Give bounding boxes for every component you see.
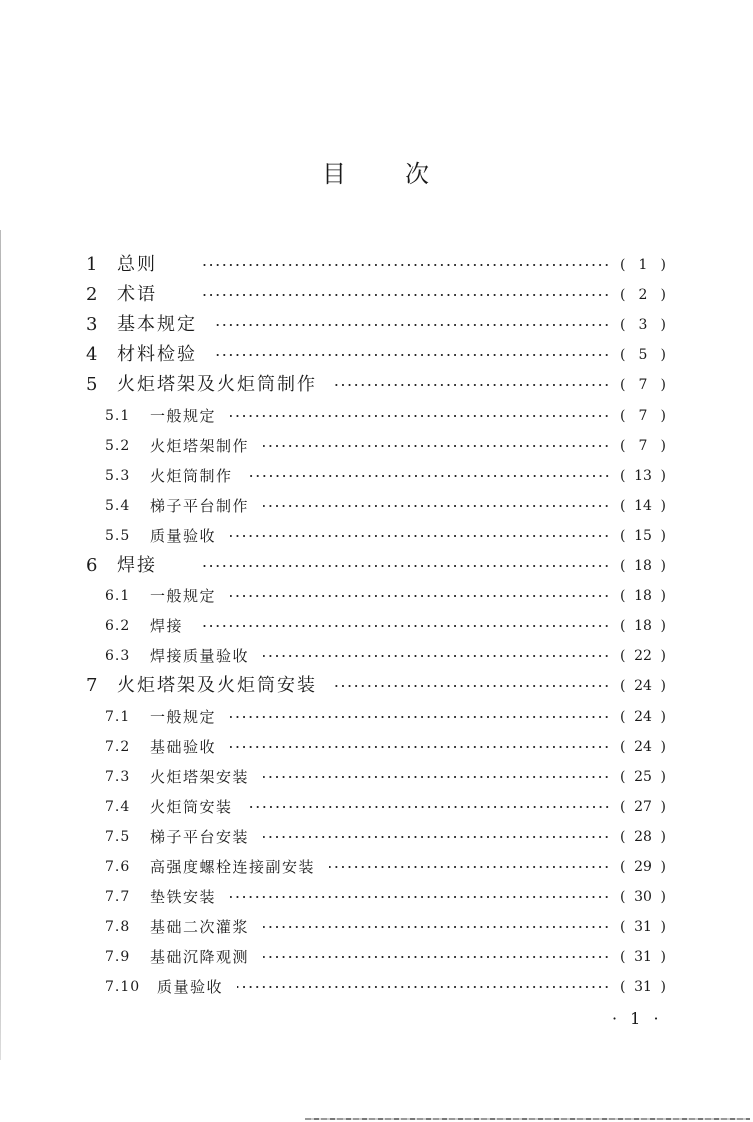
- dot-leader: [329, 866, 610, 868]
- toc-entry-number: 6.3: [105, 648, 131, 665]
- toc-entry-title: 火炬筒安装: [150, 797, 233, 816]
- toc-entry-page: [620, 702, 666, 732]
- toc-entry-number: 4: [86, 344, 98, 366]
- toc-entry-page: [620, 972, 666, 1002]
- toc-entry-page: [620, 852, 666, 882]
- page-number-footer: · 1 ·: [612, 1009, 663, 1028]
- page-number: 14: [634, 497, 652, 514]
- paren-open: (: [620, 317, 626, 334]
- toc-entry-title: 火炬塔架安装: [150, 767, 250, 786]
- toc-entry[interactable]: [0, 461, 753, 491]
- dot-leader: [200, 565, 610, 567]
- paren-open: (: [620, 708, 626, 725]
- page-number: 24: [634, 708, 652, 725]
- paren-close: ): [660, 257, 666, 273]
- toc-entry[interactable]: [0, 882, 753, 912]
- toc-entry[interactable]: [0, 912, 753, 942]
- page-number: 30: [634, 889, 652, 906]
- dot-leader: [263, 505, 610, 507]
- toc-entry-page: [620, 611, 666, 641]
- paren-open: (: [620, 738, 626, 755]
- toc-entry[interactable]: [0, 762, 753, 792]
- dot-leader: [247, 806, 610, 808]
- toc-entry-number: 5.5: [105, 527, 131, 544]
- toc-entry-number: 7.3: [105, 768, 131, 785]
- page-number: 5: [638, 347, 648, 364]
- toc-entry[interactable]: [0, 280, 753, 310]
- dot-leader: [247, 475, 610, 477]
- paren-close: ): [660, 437, 666, 454]
- toc-entry-title: 基本规定: [117, 314, 197, 336]
- paren-open: (: [620, 949, 626, 966]
- toc-entry-number: 2: [86, 284, 98, 306]
- toc-entry-number: 6.1: [105, 588, 131, 605]
- toc-entry-page: [620, 491, 666, 521]
- paren-open: (: [620, 257, 626, 273]
- paren-open: (: [620, 527, 626, 544]
- paren-close: ): [660, 588, 666, 605]
- toc-entry-number: 5.3: [105, 467, 131, 484]
- paren-open: (: [620, 347, 626, 364]
- toc-entry[interactable]: [0, 792, 753, 822]
- paren-open: (: [620, 798, 626, 815]
- toc-entry-page: [620, 641, 666, 671]
- toc-entry-number: 5: [86, 374, 98, 396]
- toc-entry-page: [620, 431, 666, 461]
- toc-entry-page: [620, 942, 666, 972]
- paren-open: (: [620, 407, 626, 424]
- toc-entry-number: 6.2: [105, 618, 131, 635]
- toc-entry-page: [620, 792, 666, 822]
- page-number: 18: [634, 618, 652, 635]
- paren-close: ): [660, 889, 666, 906]
- dot-leader: [230, 415, 610, 417]
- paren-close: ): [660, 678, 666, 695]
- dot-leader: [263, 956, 610, 958]
- paren-open: (: [620, 287, 626, 304]
- paren-open: (: [620, 497, 626, 514]
- toc-entry-title: 一般规定: [150, 406, 217, 425]
- toc-entry-page: [620, 762, 666, 792]
- toc-entry-page: [620, 882, 666, 912]
- page-number: 25: [634, 768, 652, 785]
- toc-entry-page: [620, 250, 666, 280]
- page-number: 13: [634, 467, 652, 484]
- paren-open: (: [620, 588, 626, 605]
- toc-entry[interactable]: [0, 641, 753, 671]
- paren-close: ): [660, 949, 666, 966]
- paren-open: (: [620, 979, 626, 996]
- page-title: [0, 158, 753, 194]
- toc-entry-page: [620, 461, 666, 491]
- toc-entry-title: 质量验收: [150, 526, 217, 545]
- paren-open: (: [620, 859, 626, 875]
- page-number: 31: [634, 919, 652, 936]
- dot-leader: [263, 655, 610, 657]
- dot-leader: [200, 264, 610, 266]
- toc-entry-number: 7.4: [105, 798, 131, 815]
- toc-entry-number: 7.7: [105, 889, 131, 906]
- paren-close: ): [660, 919, 666, 936]
- toc-entry[interactable]: [0, 551, 753, 581]
- toc-entry-title: 总则: [117, 254, 157, 275]
- paren-close: ): [660, 407, 666, 424]
- toc-entry-title: 材料检验: [117, 344, 197, 366]
- toc-entry-number: 7: [86, 675, 98, 697]
- toc-entry-number: 7.10: [105, 979, 141, 996]
- dot-leader: [230, 896, 610, 898]
- paren-close: ): [660, 618, 666, 635]
- paren-open: (: [620, 377, 626, 394]
- toc-entry-number: 7.9: [105, 949, 131, 966]
- paren-open: (: [620, 828, 626, 845]
- toc-entry-number: 7.1: [105, 708, 131, 725]
- toc-entry[interactable]: [0, 581, 753, 611]
- paren-close: ): [660, 768, 666, 785]
- paren-open: (: [620, 437, 626, 454]
- paren-close: ): [660, 377, 666, 394]
- paren-open: (: [620, 768, 626, 785]
- toc-entry-title: 基础验收: [150, 737, 217, 756]
- toc-entry-title: 一般规定: [150, 587, 217, 606]
- paren-close: ): [660, 828, 666, 845]
- toc-entry[interactable]: [0, 611, 753, 641]
- paren-open: (: [620, 678, 626, 695]
- toc-entry-number: 6: [86, 555, 98, 576]
- toc-entry-page: [620, 822, 666, 852]
- dot-leader: [335, 685, 610, 687]
- toc-entry[interactable]: [0, 431, 753, 461]
- toc-entry-title: 高强度螺栓连接副安装: [150, 858, 316, 876]
- toc-entry-title: 焊接质量验收: [150, 647, 250, 666]
- paren-close: ): [660, 558, 666, 574]
- page-number: 1: [638, 257, 648, 273]
- toc-entry-page: [620, 581, 666, 611]
- page-number: 7: [638, 377, 648, 394]
- paren-open: (: [620, 648, 626, 665]
- dot-leader: [237, 986, 610, 988]
- toc-entry[interactable]: [0, 310, 753, 340]
- dot-leader: [230, 716, 610, 718]
- toc-entry-page: [620, 912, 666, 942]
- paren-close: ): [660, 527, 666, 544]
- toc-entry[interactable]: [0, 972, 753, 1002]
- toc-entry-title: 质量验收: [157, 978, 224, 997]
- page-number: 24: [634, 738, 652, 755]
- paren-open: (: [620, 467, 626, 484]
- paren-close: ): [660, 497, 666, 514]
- page-number: 18: [634, 588, 652, 605]
- paren-open: (: [620, 919, 626, 936]
- paren-close: ): [660, 467, 666, 484]
- toc-entry[interactable]: [0, 491, 753, 521]
- page-number: 28: [634, 828, 652, 845]
- toc-entry-title: 一般规定: [150, 707, 217, 726]
- dot-leader: [200, 294, 610, 296]
- toc-entry[interactable]: [0, 521, 753, 551]
- paren-close: ): [660, 798, 666, 815]
- paren-open: (: [620, 618, 626, 635]
- title-char-2: 次: [405, 160, 429, 188]
- dot-leader: [263, 776, 610, 778]
- toc-entry-number: 5.2: [105, 437, 131, 454]
- dot-leader: [230, 595, 610, 597]
- toc-entry-number: 7.5: [105, 828, 131, 845]
- page-number: 3: [638, 317, 648, 334]
- toc-entry-page: [620, 551, 666, 581]
- toc-entry-page: [620, 521, 666, 551]
- page-number: 27: [634, 798, 652, 815]
- paren-close: ): [660, 648, 666, 665]
- toc-entry[interactable]: [0, 702, 753, 732]
- toc-entry-page: [620, 732, 666, 762]
- toc-entry-page: [620, 340, 666, 370]
- page-number: 24: [634, 678, 652, 695]
- page-number: 29: [634, 859, 652, 875]
- toc-entry-title: 焊接: [117, 555, 157, 576]
- page-number: 31: [634, 979, 652, 996]
- paren-close: ): [660, 708, 666, 725]
- paren-close: ): [660, 347, 666, 364]
- dot-leader: [335, 384, 610, 386]
- dot-leader: [215, 354, 610, 356]
- paren-close: ): [660, 979, 666, 996]
- toc-entry-page: [620, 671, 666, 701]
- page-number: 7: [638, 437, 648, 454]
- toc-entry-page: [620, 280, 666, 310]
- toc-entry[interactable]: [0, 942, 753, 972]
- toc-entry-title: 火炬塔架及火炬筒制作: [117, 374, 317, 396]
- toc-entry[interactable]: [0, 732, 753, 762]
- page-number: 15: [634, 527, 652, 544]
- page-number: 2: [638, 287, 648, 304]
- toc-entry-page: [620, 401, 666, 431]
- toc-entry[interactable]: [0, 401, 753, 431]
- toc-entry[interactable]: [0, 852, 753, 882]
- page-number: 31: [634, 949, 652, 966]
- toc-entry-number: 1: [86, 254, 98, 275]
- dot-leader: [230, 535, 610, 537]
- toc-entry[interactable]: [0, 822, 753, 852]
- toc-entry-number: 7.6: [105, 859, 131, 875]
- toc-entry-number: 3: [86, 314, 98, 336]
- toc-entry[interactable]: [0, 370, 753, 400]
- scan-bottom-edge: [305, 1118, 750, 1120]
- toc-entry-number: 5.1: [105, 407, 131, 424]
- paren-close: ): [660, 738, 666, 755]
- toc-entry-title: 基础沉降观测: [150, 948, 250, 967]
- paren-close: ): [660, 287, 666, 304]
- toc-entry-page: [620, 370, 666, 400]
- toc-entry-title: 火炬塔架制作: [150, 436, 250, 455]
- page-number: 22: [634, 648, 652, 665]
- toc-entry-number: 7.8: [105, 919, 131, 936]
- toc-entry-title: 火炬筒制作: [150, 466, 233, 485]
- paren-close: ): [660, 317, 666, 334]
- dot-leader: [200, 625, 610, 627]
- dot-leader: [230, 746, 610, 748]
- paren-open: (: [620, 889, 626, 906]
- toc-entry[interactable]: [0, 250, 753, 280]
- toc-entry-page: [620, 310, 666, 340]
- dot-leader: [215, 324, 610, 326]
- toc-entry-title: 梯子平台制作: [150, 496, 250, 515]
- toc-entry-title: 基础二次灌浆: [150, 918, 250, 937]
- toc-entry-title: 火炬塔架及火炬筒安装: [117, 675, 317, 697]
- paren-open: (: [620, 558, 626, 574]
- page-number: 18: [634, 558, 652, 574]
- title-char-1: 目: [322, 160, 346, 188]
- toc-entry-title: 垫铁安装: [150, 888, 217, 907]
- dot-leader: [263, 926, 610, 928]
- toc-entry-title: 术语: [117, 284, 157, 306]
- dot-leader: [263, 836, 610, 838]
- toc-entry-number: 7.2: [105, 738, 131, 755]
- page-number: 7: [638, 407, 648, 424]
- toc-entry-title: 焊接: [150, 617, 184, 636]
- toc-entry-title: 梯子平台安装: [150, 827, 250, 846]
- toc-entry-number: 5.4: [105, 497, 131, 514]
- paren-close: ): [660, 859, 666, 875]
- dot-leader: [263, 445, 610, 447]
- toc-entry[interactable]: [0, 671, 753, 701]
- toc-entry[interactable]: [0, 340, 753, 370]
